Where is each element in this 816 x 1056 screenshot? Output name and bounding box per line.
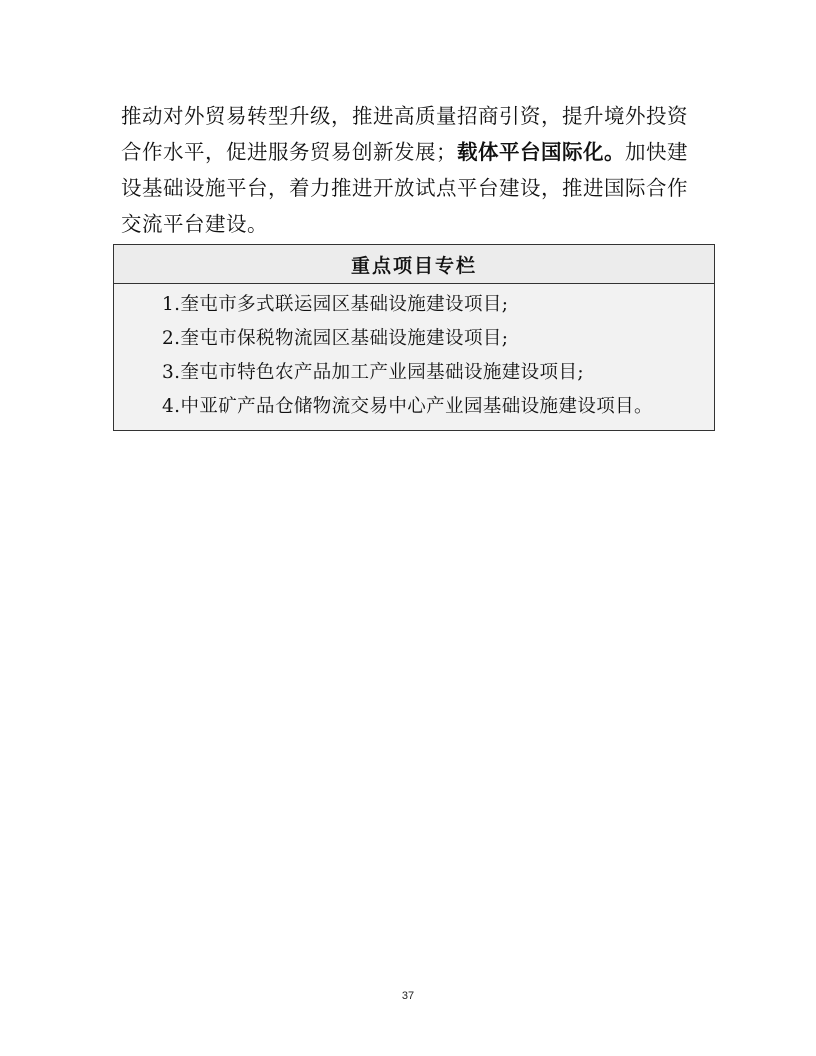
project-item: 2.奎屯市保税物流园区基础设施建设项目; [162,328,509,349]
key-projects-title: 重点项目专栏 [114,245,714,284]
paragraph-text-part2: 加快建设基础设施平台，着力推进开放试点平台建设，推进国际合作交流平台建设。 [121,140,688,236]
project-item: 4.中亚矿产品仓储物流交易中心产业园基础设施建设项目。 [162,396,653,417]
project-item: 3.奎屯市特色农产品加工产业园基础设施建设项目; [162,362,584,383]
page-number: 37 [401,990,415,1002]
body-paragraph [121,98,701,242]
key-projects-list [114,284,714,430]
paragraph-bold-heading: 载体平台国际化。 [457,140,625,164]
key-projects-box [113,244,715,431]
paragraph-text-part1: 推动对外贸易转型升级，推进高质量招商引资，提升境外投资合作水平，促进服务贸易创新发展； [121,104,688,164]
project-item: 1.奎屯市多式联运园区基础设施建设项目; [162,294,509,315]
